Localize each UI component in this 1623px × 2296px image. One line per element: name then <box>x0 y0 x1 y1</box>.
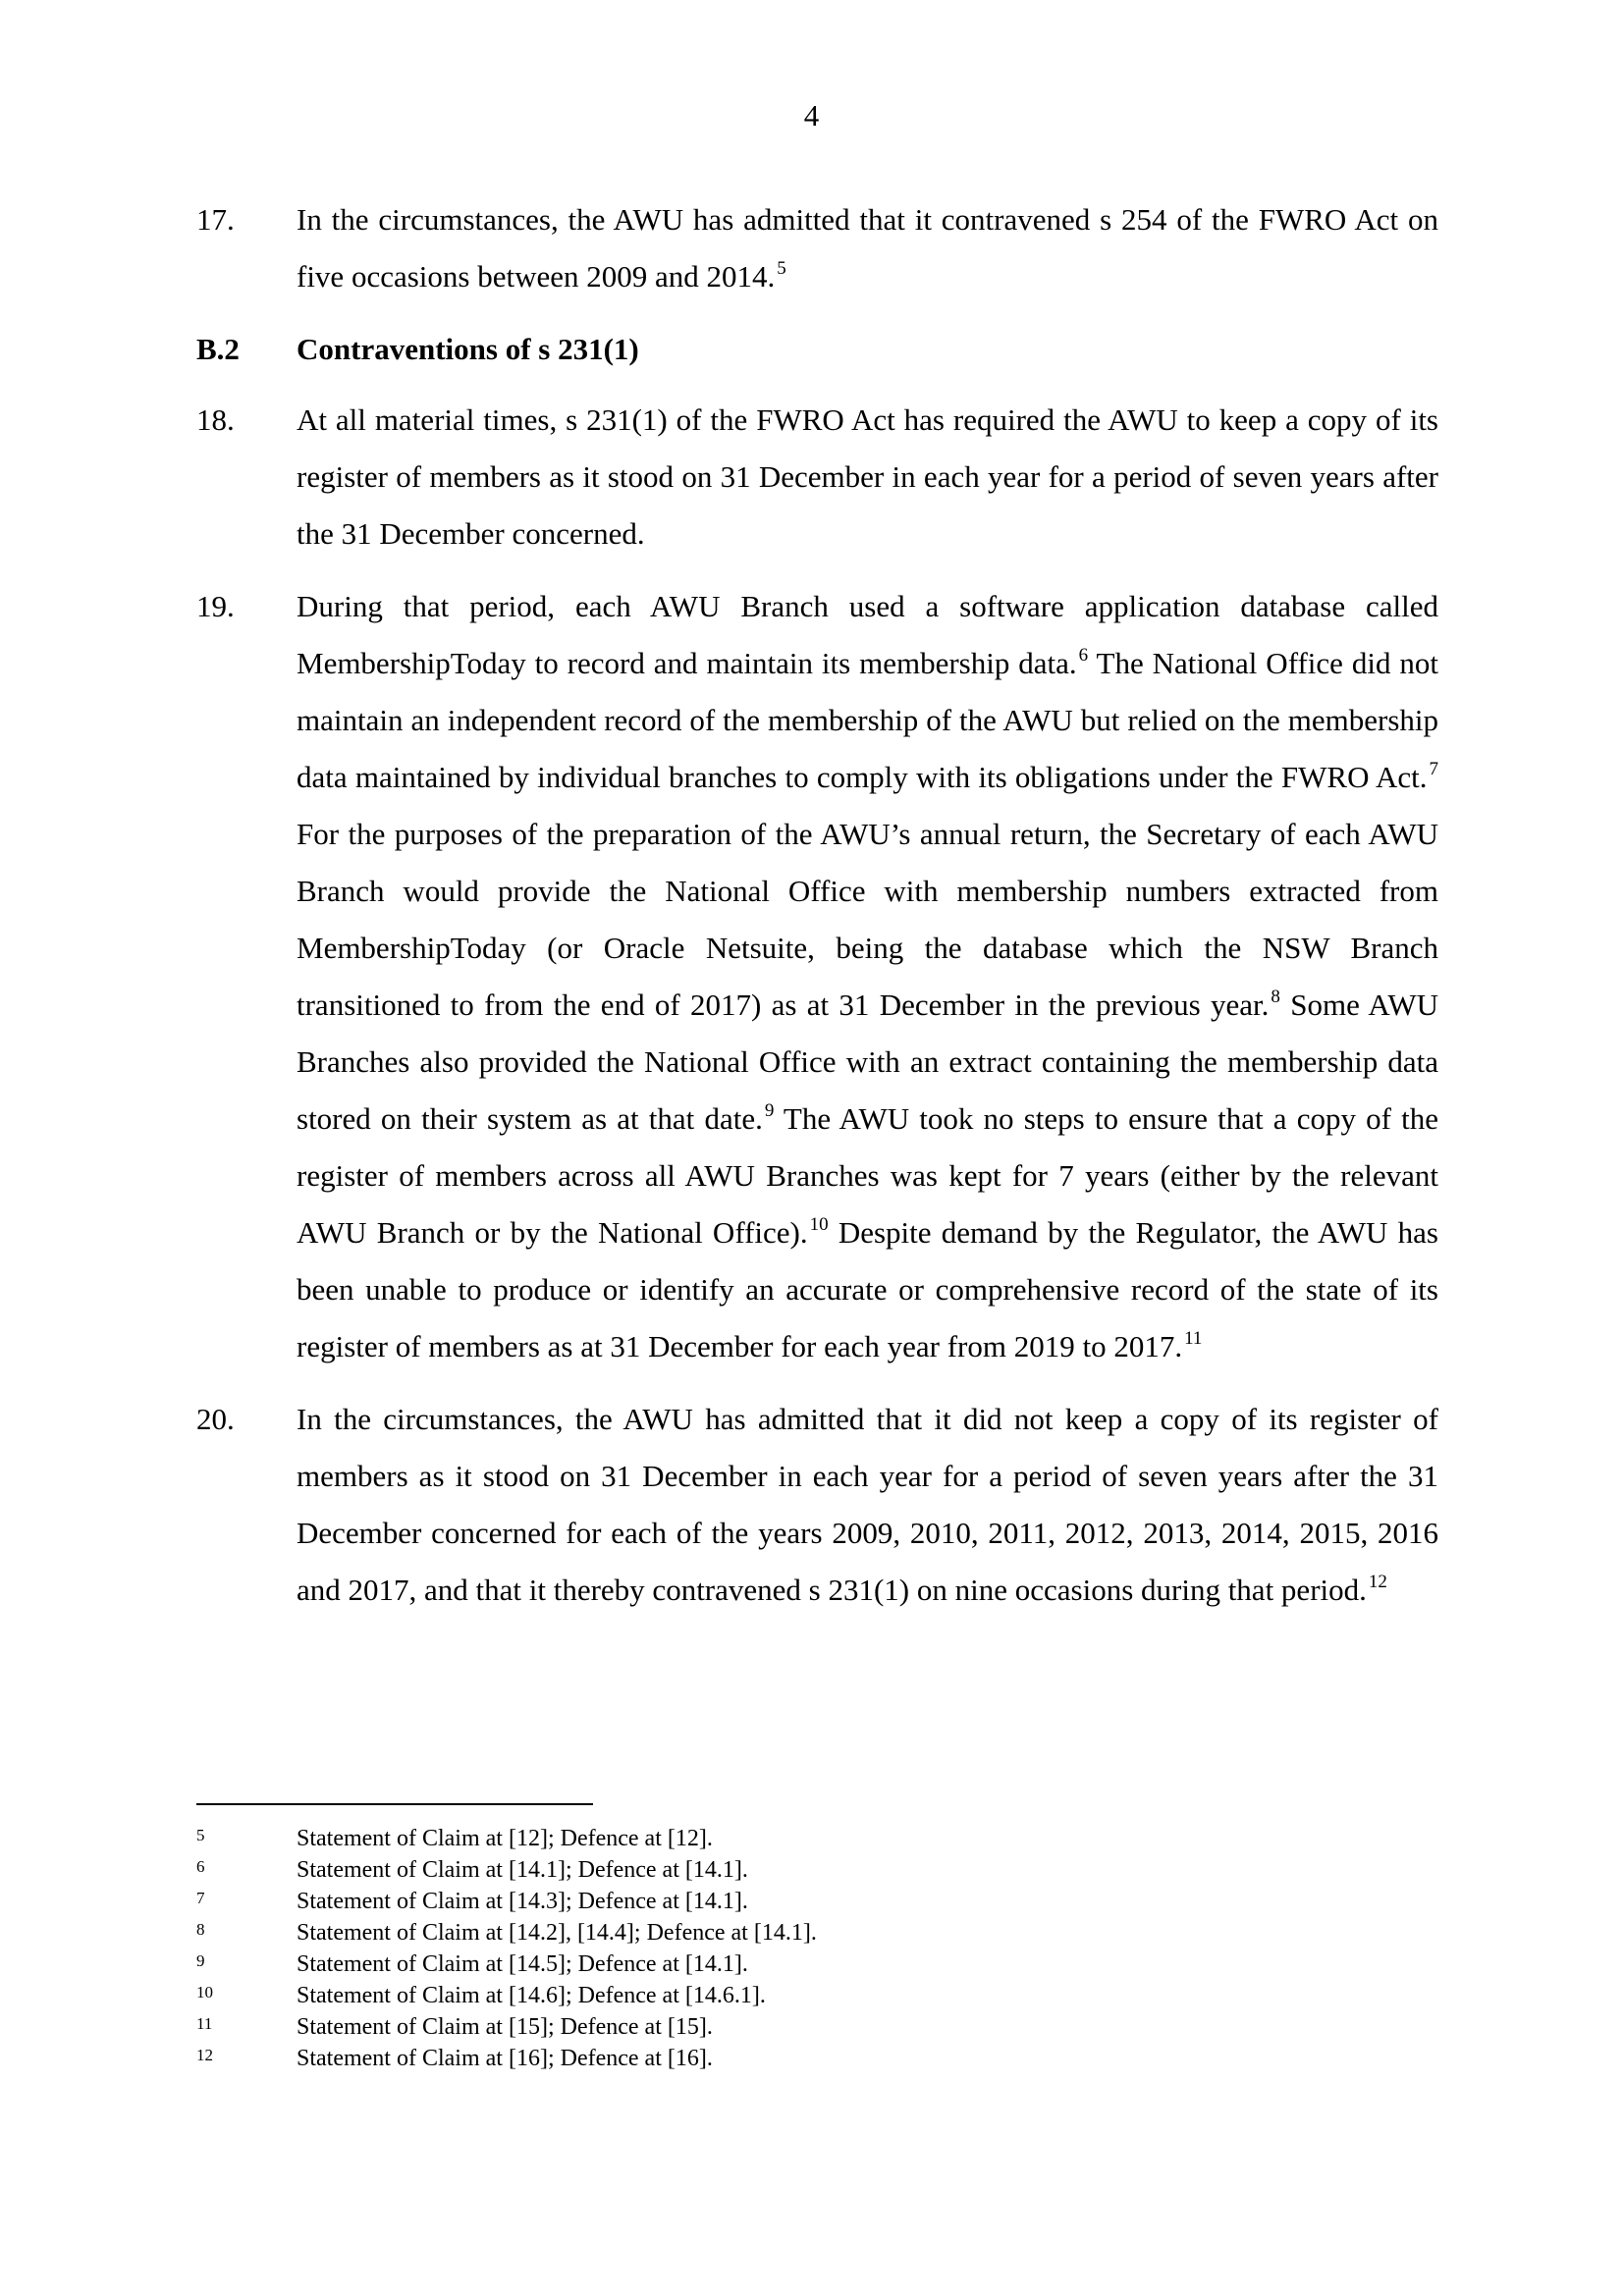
footnote-number: 12 <box>196 2046 213 2064</box>
paragraph-19 <box>196 578 1438 1375</box>
paragraph-20 <box>196 1391 1438 1619</box>
footnote-number: 8 <box>196 1920 205 1939</box>
footnote-ref[interactable]: 7 <box>1429 759 1438 779</box>
footnote <box>196 2043 1438 2074</box>
footnote <box>196 2011 1438 2043</box>
footnote-text: Statement of Claim at [14.1]; Defence at [14.1]. <box>297 1857 748 1883</box>
footnote-text: Statement of Claim at [14.5]; Defence at [14.1]. <box>297 1951 748 1977</box>
paragraph-number: 20. <box>196 1402 235 1436</box>
footnote-text: Statement of Claim at [16]; Defence at [16]. <box>297 2046 713 2071</box>
footnote-ref[interactable]: 6 <box>1078 645 1089 666</box>
paragraph-18 <box>196 392 1438 562</box>
section-number: B.2 <box>196 332 240 366</box>
footnote-number: 9 <box>196 1951 205 1970</box>
footnote-text: Statement of Claim at [14.3]; Defence at [14.1]. <box>297 1889 748 1914</box>
footnote-number: 10 <box>196 1983 213 2002</box>
footnote-text: Statement of Claim at [15]; Defence at [15]. <box>297 2014 713 2040</box>
footnote-text: Statement of Claim at [14.2], [14.4]; Defence at [14.1]. <box>297 1920 817 1946</box>
footnote-text: Statement of Claim at [12]; Defence at [12]. <box>297 1826 713 1851</box>
paragraph-number: 18. <box>196 402 235 437</box>
footnote-ref[interactable]: 8 <box>1271 987 1280 1007</box>
footnote <box>196 1980 1438 2011</box>
paragraph-17 <box>196 191 1438 305</box>
document-body <box>196 191 1438 1634</box>
footnote-ref[interactable]: 10 <box>809 1214 829 1235</box>
footnote <box>196 1886 1438 1917</box>
footnote-ref[interactable]: 11 <box>1184 1328 1203 1349</box>
footnote <box>196 1917 1438 1949</box>
footnote-number: 6 <box>196 1857 205 1876</box>
paragraph-text: At all material times, s 231(1) of the FWRO Act has required the AWU to keep a copy of its register of members as it stood on 31 December in each year for a period of seven years after the 31 December concerned. <box>297 402 1438 551</box>
paragraph-text: In the circumstances, the AWU has admitted that it contravened s 254 of the FWRO Act on five occasions between 2009 and 2014. <box>297 202 1438 294</box>
footnote-ref[interactable]: 12 <box>1368 1572 1387 1592</box>
footnote-number: 5 <box>196 1826 205 1844</box>
paragraph-text: The National Office did not maintain an independent record of the membership of the AWU but relied on the membership data maintained by individual branches to comply with its obligations under the FWRO Act. <box>297 646 1438 794</box>
paragraph-text: Despite demand by the Regulator, the AWU has been unable to produce or identify an accurate or comprehensive record of the state of its register of members as at 31 December for each year from 2019 to 2017. <box>297 1215 1438 1363</box>
footnote-text: Statement of Claim at [14.6]; Defence at [14.6.1]. <box>297 1983 766 2008</box>
footnote-ref[interactable]: 5 <box>777 258 786 279</box>
paragraph-number: 19. <box>196 589 235 623</box>
section-heading-b2 <box>196 321 1438 378</box>
paragraph-text: In the circumstances, the AWU has admitted that it did not keep a copy of its register of members as it stood on 31 December in each year for a period of seven years after the 31 December concerned for each of the years 2009, 2010, 2011, 2012, 2013, 2014, 2015, 2016 and 2017, and that it thereby contravened s 231(1) on nine occasions during that period. <box>297 1402 1438 1607</box>
footnotes <box>196 1823 1438 2074</box>
footnote <box>196 1823 1438 1854</box>
paragraph-number: 17. <box>196 202 235 237</box>
paragraph-text: Some AWU Branches also provided the National Office with an extract containing the membership data stored on their system as at that date. <box>297 988 1438 1136</box>
footnote-number: 11 <box>196 2014 213 2033</box>
footnote-separator <box>196 1803 593 1805</box>
paragraph-text: For the purposes of the preparation of the AWU’s annual return, the Secretary of each AWU Branch would provide the National Office with membership numbers extracted from MembershipToday (or Oracle Netsuite, being the database which the NSW Branch transitioned to from the end of 2017) as at 31 December in the previous year. <box>297 817 1438 1022</box>
page-number: 4 <box>803 98 820 133</box>
paragraph-text: During that period, each AWU Branch used a software application database called MembershipToday to record and maintain its membership data. <box>297 589 1438 680</box>
footnote-number: 7 <box>196 1889 205 1907</box>
footnote-ref[interactable]: 9 <box>764 1100 775 1121</box>
section-title: Contraventions of s 231(1) <box>297 332 639 366</box>
paragraph-text: The AWU took no steps to ensure that a copy of the register of members across all AWU Branches was kept for 7 years (either by the relevant AWU Branch or by the National Office). <box>297 1101 1438 1250</box>
footnote <box>196 1949 1438 1980</box>
footnote <box>196 1854 1438 1886</box>
